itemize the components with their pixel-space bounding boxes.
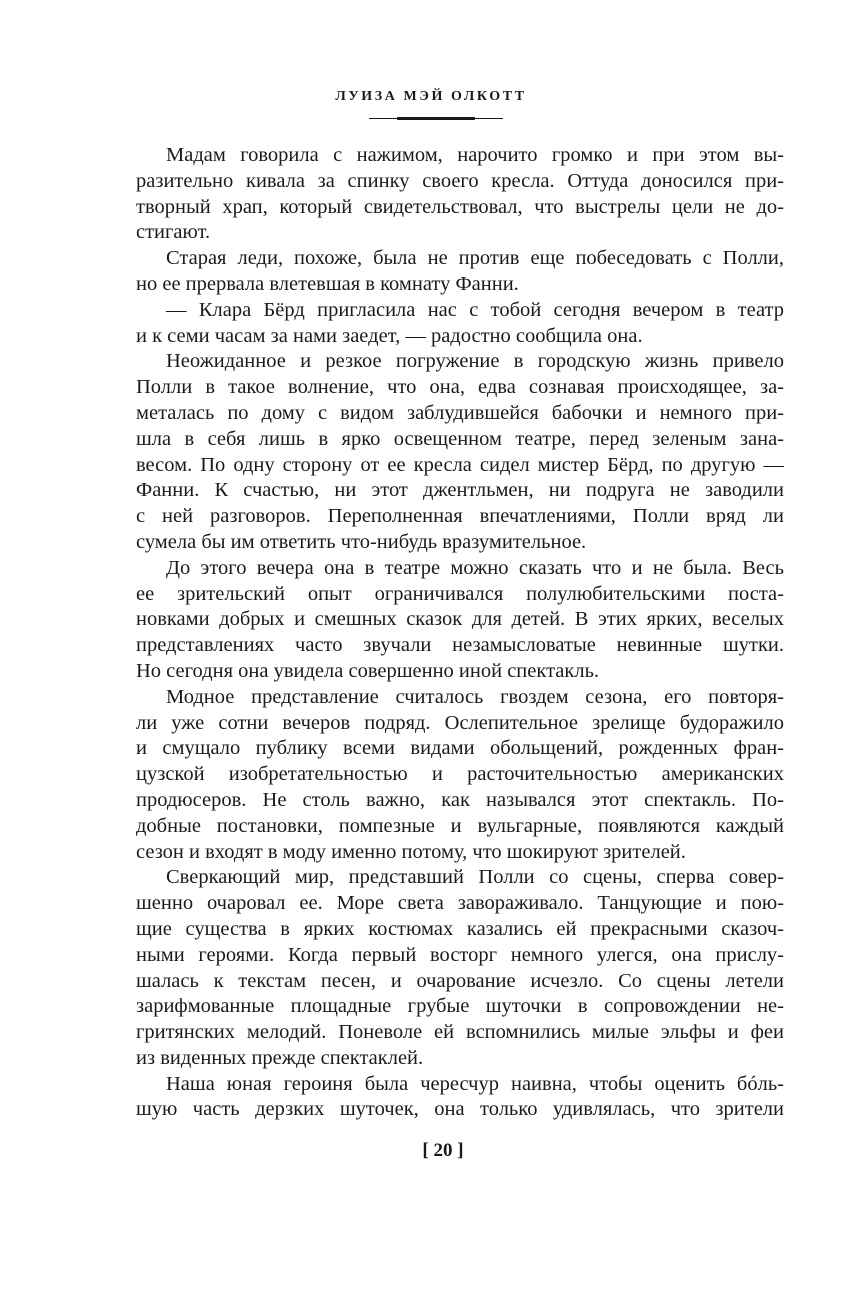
running-head-author: ЛУИЗА МЭЙ ОЛКОТТ	[335, 89, 527, 104]
text-line: из виденных прежде спектаклей.	[136, 1046, 424, 1069]
text-line: щие существа в ярких костюмах казались ей прекрасными сказоч-	[136, 917, 784, 940]
text-line: добные постановки, помпезные и вульгарные, появляются каждый	[136, 814, 784, 837]
text-line: но ее прервала влетевшая в комнату Фанни.	[136, 272, 519, 295]
text-line: Сверкающий мир, представший Полли со сцены, сперва совер-	[166, 866, 784, 889]
text-line: продюсеров. Не столь важно, как назывался этот спектакль. По-	[136, 788, 784, 811]
text-line: зарифмованные площадные грубые шуточки в сопровождении не-	[136, 995, 784, 1018]
text-line: Полли в такое волнение, что она, едва сознавая происходящее, за-	[136, 376, 784, 399]
page-number: [ 20 ]	[422, 1140, 464, 1161]
text-line: шенно очаровал ее. Море света завораживало. Танцующие и пою-	[136, 892, 784, 915]
text-line: Модное представление считалось гвоздем сезона, его повторя-	[166, 685, 784, 708]
text-line: шую часть дерзких шуточек, она только удивлялась, что зрители	[136, 1098, 784, 1121]
text-line: цузской изобретательностью и расточительностью американских	[136, 763, 784, 786]
text-line: и смущало публику всеми видами обольщений, рожденных фран-	[136, 737, 784, 760]
text-line: представлениях часто звучали незамысловатые невинные шутки.	[136, 634, 784, 657]
text-line: с ней разговоров. Переполненная впечатлениями, Полли вряд ли	[136, 505, 784, 528]
text-line: творный храп, который свидетельствовал, что выстрелы цели не до-	[136, 195, 784, 218]
text-line: стигают.	[136, 221, 211, 244]
text-line: новками добрых и смешных сказок для детей. В этих ярких, веселых	[136, 608, 784, 631]
text-line: ными героями. Когда первый восторг немного улегся, она прислу-	[136, 943, 784, 966]
text-line: шалась к текстам песен, и очарование исчезло. Со сцены летели	[136, 969, 784, 992]
text-line: ли уже сотни вечеров подряд. Ослепительное зрелище будоражило	[136, 711, 784, 734]
text-line: ее зрительский опыт ограничивался полулюбительскими поста-	[136, 582, 784, 605]
text-line: сумела бы им ответить что-нибудь вразумительное.	[136, 530, 587, 553]
text-line: сезон и входят в моду именно потому, что шокируют зрителей.	[136, 840, 686, 863]
text-line: — Клара Бёрд пригласила нас с тобой сегодня вечером в театр	[166, 298, 784, 321]
text-line: и к семи часам за нами заедет, — радостно сообщила она.	[136, 324, 643, 347]
text-line: шла в себя лишь в ярко освещенном театре, перед зеленым зана-	[136, 427, 784, 450]
text-line: Фанни. К счастью, ни этот джентльмен, ни подруга не заводили	[136, 479, 784, 502]
text-line: металась по дому с видом заблудившейся бабочки и немного при-	[136, 401, 784, 424]
text-line: разительно кивала за спинку своего кресла. Оттуда доносился при-	[136, 169, 784, 192]
text-line: весом. По одну сторону от ее кресла сидел мистер Бёрд, по другую —	[136, 453, 784, 476]
text-line: гритянских мелодий. Поневоле ей вспомнились милые эльфы и феи	[136, 1021, 784, 1044]
text-line: До этого вечера она в театре можно сказать что и не была. Весь	[166, 556, 784, 579]
text-line: Но сегодня она увидела совершенно иной спектакль.	[136, 659, 600, 682]
body-text	[136, 143, 784, 1123]
header-rule-thick	[397, 117, 475, 120]
text-line: Неожиданное и резкое погружение в городскую жизнь привело	[166, 350, 784, 373]
text-line: Старая леди, похоже, была не против еще побеседовать с Полли,	[166, 247, 784, 270]
text-line: Наша юная героиня была чересчур наивна, чтобы оценить бóль-	[166, 1072, 784, 1095]
text-line: Мадам говорила с нажимом, нарочито громко и при этом вы-	[166, 144, 784, 166]
